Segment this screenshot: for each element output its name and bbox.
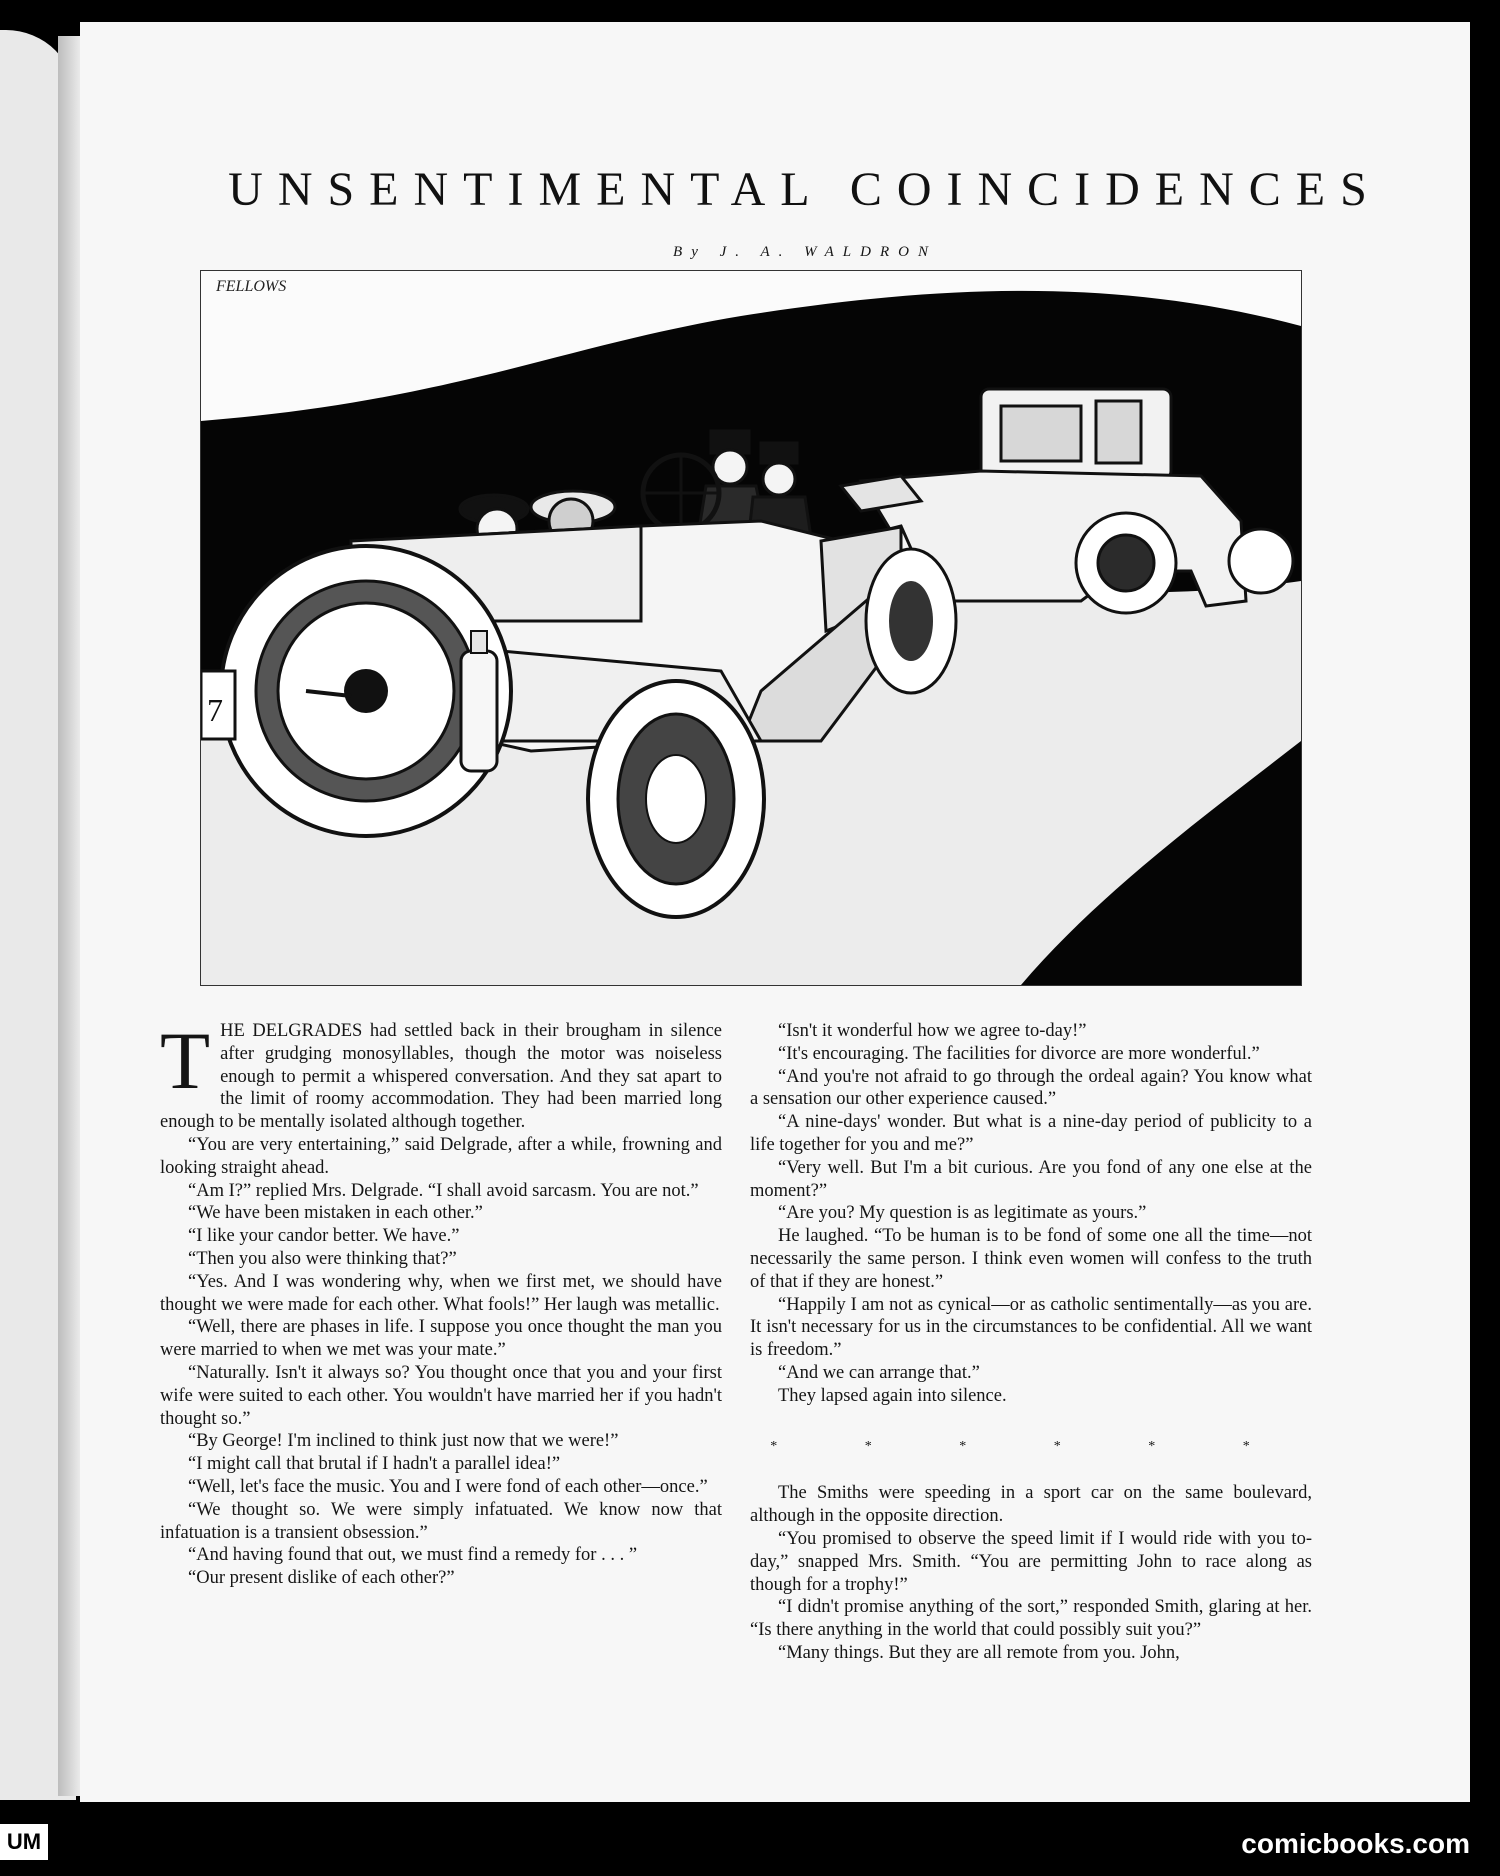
- artist-signature: FELLOWS: [216, 278, 287, 295]
- magazine-page: [80, 22, 1470, 1802]
- paragraph: “Am I?” replied Mrs. Delgrade. “I shall avoid sarcasm. You are not.”: [188, 1180, 699, 1201]
- paragraph: “A nine-days' wonder. But what is a nine-day period of publicity to a life together for you and me?”: [750, 1112, 1312, 1155]
- paragraph: “You are very entertaining,” said Delgrade, after a while, frowning and looking straight ahead.: [160, 1134, 722, 1178]
- paragraph: “Our present dislike of each other?”: [188, 1568, 455, 1589]
- paragraph: “It's encouraging. The facilities for divorce are more wonderful.”: [778, 1043, 1260, 1064]
- paragraph: “Happily I am not as cynical—or as catholic sentimentally—as you are. It isn't necessary for us in the circumstances to be confidential. All we want is freedom.”: [750, 1294, 1312, 1361]
- source-watermark: comicbooks.com: [1241, 1828, 1470, 1859]
- paragraph: “By George! I'm inclined to think just now that we were!”: [188, 1431, 619, 1452]
- paragraph: “We thought so. We were simply infatuated. We know now that infatuation is a transient obsession.”: [160, 1499, 722, 1543]
- opening-paragraph: THE DELGRADES had settled back in their brougham in silence after grudging monosyllables, though the motor was noiseless enough to permit a whispered conversation. And they sat apart to the limit of roomy accommodation. They had been married long enough to be mentally isolated although together.: [160, 1015, 722, 1133]
- paragraph: “Yes. And I was wondering why, when we first met, we should have thought we were made for each other. What fools!” Her laugh was metallic.: [160, 1271, 722, 1315]
- article-title: UNSENTIMENTAL COINCIDENCES: [228, 163, 1382, 216]
- paragraph: He laughed. “To be human is to be fond of some one all the time—not necessarily the same person. I think even women will confess to the truth of that if they are honest.”: [750, 1226, 1312, 1292]
- drop-cap: T: [160, 1015, 211, 1106]
- paragraph: They lapsed again into silence.: [778, 1385, 1007, 1406]
- paragraph: “I might call that brutal if I hadn't a parallel idea!”: [188, 1454, 561, 1475]
- paragraph: “Are you? My question is as legitimate as yours.”: [778, 1203, 1147, 1224]
- paragraph: “Well, let's face the music. You and I were fond of each other—once.”: [188, 1476, 708, 1497]
- paragraph: “Many things. But they are all remote from you. John,: [778, 1642, 1180, 1663]
- section-separator: * * * * * *: [770, 1438, 1292, 1454]
- paragraph: “And we can arrange that.”: [778, 1362, 980, 1383]
- paragraph: The Smiths were speeding in a sport car on the same boulevard, although in the opposite direction.: [750, 1483, 1312, 1527]
- text-column-left: [160, 1015, 722, 1590]
- margin-stamp: UM: [0, 1824, 48, 1860]
- car-illustration: [200, 270, 1302, 986]
- paragraph: “And having found that out, we must find a remedy for . . . ”: [188, 1545, 638, 1566]
- svg-text:7: 7: [207, 692, 223, 728]
- paragraph: “You promised to observe the speed limit if I would ride with you to-day,” snapped Mrs. Smith. “You are permitting John to race along as though for a trophy!”: [750, 1528, 1312, 1595]
- paragraph: “Isn't it wonderful how we agree to-day!”: [778, 1021, 1087, 1041]
- paragraph: “Very well. But I'm a bit curious. Are you fond of any one else at the moment?”: [750, 1157, 1312, 1201]
- paragraph: “Well, there are phases in life. I suppose you once thought the man you were married to when we met was your mate.”: [160, 1317, 722, 1361]
- paragraph: “I like your candor better. We have.”: [188, 1226, 460, 1247]
- illustration-drawing: [201, 271, 1301, 985]
- paragraph: “We have been mistaken in each other.”: [188, 1203, 483, 1224]
- paragraph: “And you're not afraid to go through the ordeal again? You know what a sensation our other experience caused.”: [750, 1066, 1312, 1110]
- paragraph: “Naturally. Isn't it always so? You thought once that you and your first wife were suited to each other. You wouldn't have married her if you hadn't thought so.”: [160, 1362, 722, 1429]
- paragraph: “Then you also were thinking that?”: [188, 1248, 457, 1269]
- paragraph: “I didn't promise anything of the sort,” responded Smith, glaring at her. “Is there anything in the world that could possibly suit you?”: [750, 1597, 1312, 1641]
- text-column-right: [750, 1020, 1312, 1665]
- article-byline: By J. A. WALDRON: [673, 244, 937, 260]
